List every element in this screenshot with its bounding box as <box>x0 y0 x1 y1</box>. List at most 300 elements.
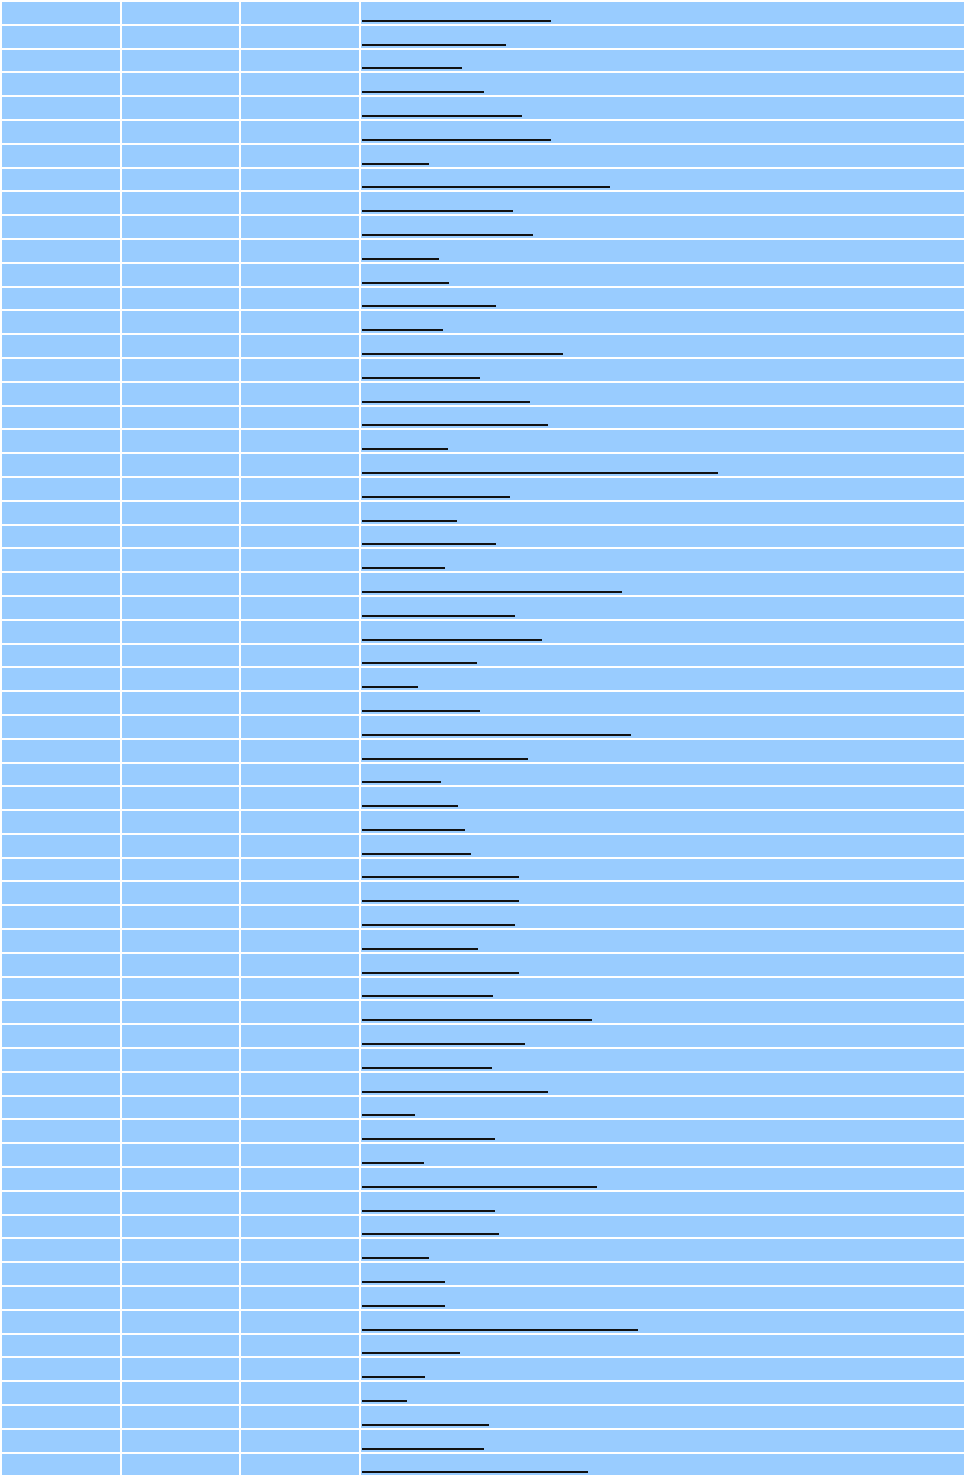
table-cell-c2 <box>122 1287 239 1309</box>
table-cell-link <box>361 573 964 595</box>
table-cell-c1 <box>2 383 120 405</box>
table-cell-c1 <box>2 288 120 310</box>
row-link[interactable] <box>362 853 471 855</box>
table-cell-link <box>361 407 964 429</box>
table-cell-link <box>361 597 964 619</box>
row-link[interactable] <box>362 1376 425 1378</box>
table-cell-c1 <box>2 930 120 952</box>
row-link[interactable] <box>362 781 441 783</box>
table-cell-link <box>361 1311 964 1333</box>
table-cell-c1 <box>2 1073 120 1095</box>
row-link[interactable] <box>362 377 480 379</box>
table-cell-c3 <box>241 526 359 548</box>
table-cell-c3 <box>241 1049 359 1071</box>
row-link[interactable] <box>362 543 496 545</box>
table-cell-link <box>361 1430 964 1452</box>
table-row <box>2 264 964 286</box>
table-cell-c1 <box>2 1263 120 1285</box>
table-cell-link <box>361 1144 964 1166</box>
table-cell-c3 <box>241 1120 359 1142</box>
table-row <box>2 478 964 500</box>
table-cell-c2 <box>122 1144 239 1166</box>
row-link[interactable] <box>362 44 506 46</box>
table-cell-link <box>361 1001 964 1023</box>
table-cell-c3 <box>241 1216 359 1238</box>
row-link[interactable] <box>362 900 519 902</box>
table-cell-c3 <box>241 288 359 310</box>
table-row <box>2 787 964 809</box>
row-link[interactable] <box>362 948 478 950</box>
table-row <box>2 192 964 214</box>
table-cell-c2 <box>122 1216 239 1238</box>
table-cell-link <box>361 859 964 881</box>
table-cell-c3 <box>241 930 359 952</box>
table-cell-c3 <box>241 121 359 143</box>
row-link[interactable] <box>362 91 484 93</box>
table-cell-c2 <box>122 1406 239 1428</box>
table-cell-c3 <box>241 454 359 476</box>
table-cell-link <box>361 1097 964 1119</box>
table-row <box>2 288 964 310</box>
row-link[interactable] <box>362 615 515 617</box>
table-row <box>2 1001 964 1023</box>
table-cell-c2 <box>122 597 239 619</box>
table-cell-c3 <box>241 1382 359 1404</box>
table-cell-c3 <box>241 1454 359 1476</box>
table-cell-c2 <box>122 1358 239 1380</box>
table-cell-c1 <box>2 978 120 1000</box>
table-cell-c1 <box>2 264 120 286</box>
table-cell-c1 <box>2 430 120 452</box>
row-link[interactable] <box>362 1471 588 1473</box>
table-cell-link <box>361 1263 964 1285</box>
table-cell-link <box>361 169 964 191</box>
table-cell-c3 <box>241 73 359 95</box>
row-link[interactable] <box>362 115 522 117</box>
table-cell-c3 <box>241 1097 359 1119</box>
table-cell-c2 <box>122 1382 239 1404</box>
table-cell-link <box>361 335 964 357</box>
table-row <box>2 930 964 952</box>
table-cell-c1 <box>2 573 120 595</box>
table-cell-c3 <box>241 835 359 857</box>
row-link[interactable] <box>362 662 477 664</box>
table-cell-c2 <box>122 526 239 548</box>
table-cell-c1 <box>2 740 120 762</box>
table-cell-c1 <box>2 1025 120 1047</box>
table-cell-c2 <box>122 383 239 405</box>
table-row <box>2 573 964 595</box>
table-cell-c1 <box>2 311 120 333</box>
table-cell-c1 <box>2 1382 120 1404</box>
table-cell-c2 <box>122 1001 239 1023</box>
table-row <box>2 1406 964 1428</box>
table-cell-c1 <box>2 1097 120 1119</box>
row-link[interactable] <box>362 1067 492 1069</box>
table-cell-c3 <box>241 811 359 833</box>
table-cell-link <box>361 716 964 738</box>
row-link[interactable] <box>362 805 458 807</box>
table-cell-link <box>361 264 964 286</box>
row-link[interactable] <box>362 234 533 236</box>
row-link[interactable] <box>362 995 493 997</box>
table-cell-c2 <box>122 906 239 928</box>
table-row <box>2 1073 964 1095</box>
table-row <box>2 1311 964 1333</box>
table-cell-c3 <box>241 1430 359 1452</box>
table-cell-c2 <box>122 1025 239 1047</box>
table-row <box>2 454 964 476</box>
row-link[interactable] <box>362 1448 484 1450</box>
table-cell-c3 <box>241 2 359 24</box>
table-cell-link <box>361 121 964 143</box>
table-cell-c2 <box>122 240 239 262</box>
table-cell-c2 <box>122 192 239 214</box>
table-cell-link <box>361 1120 964 1142</box>
table-cell-link <box>361 1406 964 1428</box>
row-link[interactable] <box>362 1281 445 1283</box>
row-link[interactable] <box>362 1210 495 1212</box>
row-link[interactable] <box>362 1424 489 1426</box>
table-row <box>2 764 964 786</box>
table-cell-c3 <box>241 50 359 72</box>
table-cell-c1 <box>2 549 120 571</box>
table-cell-c3 <box>241 145 359 167</box>
table-cell-c2 <box>122 502 239 524</box>
table-cell-c3 <box>241 573 359 595</box>
table-cell-link <box>361 1168 964 1190</box>
table-cell-c3 <box>241 1025 359 1047</box>
row-link[interactable] <box>362 1043 525 1045</box>
table-cell-c1 <box>2 1239 120 1261</box>
table-cell-c3 <box>241 882 359 904</box>
table-cell-link <box>361 73 964 95</box>
table-cell-c3 <box>241 407 359 429</box>
table-row <box>2 692 964 714</box>
table-cell-link <box>361 1335 964 1357</box>
row-link[interactable] <box>362 876 519 878</box>
table-cell-c2 <box>122 454 239 476</box>
table-cell-c2 <box>122 811 239 833</box>
table-cell-c3 <box>241 906 359 928</box>
row-link[interactable] <box>362 67 462 69</box>
table-cell-c3 <box>241 597 359 619</box>
row-link[interactable] <box>362 424 548 426</box>
table-cell-link <box>361 1239 964 1261</box>
table-row <box>2 1430 964 1452</box>
table-row <box>2 1263 964 1285</box>
table-cell-c1 <box>2 1001 120 1023</box>
table-cell-c1 <box>2 954 120 976</box>
table-cell-c1 <box>2 526 120 548</box>
table-cell-c2 <box>122 169 239 191</box>
row-link[interactable] <box>362 686 418 688</box>
table-cell-c2 <box>122 73 239 95</box>
table-row <box>2 240 964 262</box>
table-cell-c1 <box>2 811 120 833</box>
table-cell-c1 <box>2 26 120 48</box>
row-link[interactable] <box>362 139 551 141</box>
table-cell-c1 <box>2 645 120 667</box>
table-cell-c2 <box>122 288 239 310</box>
table-cell-link <box>361 192 964 214</box>
table-row <box>2 526 964 548</box>
table-row <box>2 502 964 524</box>
table-cell-c2 <box>122 1097 239 1119</box>
row-link[interactable] <box>362 591 622 593</box>
table-cell-c3 <box>241 216 359 238</box>
table-cell-c3 <box>241 169 359 191</box>
table-cell-c3 <box>241 478 359 500</box>
table-cell-c2 <box>122 311 239 333</box>
table-cell-c1 <box>2 1168 120 1190</box>
table-cell-c3 <box>241 1287 359 1309</box>
table-cell-link <box>361 1454 964 1476</box>
table-cell-link <box>361 1049 964 1071</box>
row-link[interactable] <box>362 401 530 403</box>
table-cell-c1 <box>2 1358 120 1380</box>
table-cell-link <box>361 787 964 809</box>
table-body <box>2 2 964 1475</box>
row-link[interactable] <box>362 1114 415 1116</box>
table-row <box>2 1382 964 1404</box>
row-link[interactable] <box>362 829 465 831</box>
table-cell-c2 <box>122 478 239 500</box>
table-cell-c2 <box>122 1430 239 1452</box>
table-cell-c1 <box>2 478 120 500</box>
table-cell-link <box>361 311 964 333</box>
row-link[interactable] <box>362 210 513 212</box>
row-link[interactable] <box>362 20 551 22</box>
table-cell-c2 <box>122 359 239 381</box>
table-cell-c2 <box>122 121 239 143</box>
table-row <box>2 621 964 643</box>
table-cell-link <box>361 288 964 310</box>
table-cell-link <box>361 1192 964 1214</box>
row-link[interactable] <box>362 353 563 355</box>
table-cell-c3 <box>241 740 359 762</box>
table-cell-c1 <box>2 407 120 429</box>
table-cell-c2 <box>122 978 239 1000</box>
table-cell-c3 <box>241 1311 359 1333</box>
table-cell-c3 <box>241 1263 359 1285</box>
row-link[interactable] <box>362 1138 495 1140</box>
table-row <box>2 73 964 95</box>
table-row <box>2 716 964 738</box>
table-row <box>2 835 964 857</box>
row-link[interactable] <box>362 1400 407 1402</box>
table-cell-c1 <box>2 169 120 191</box>
table-cell-c1 <box>2 1287 120 1309</box>
table-row <box>2 430 964 452</box>
table-row <box>2 1287 964 1309</box>
table-cell-c3 <box>241 1358 359 1380</box>
table-cell-c3 <box>241 1073 359 1095</box>
row-link[interactable] <box>362 1091 548 1093</box>
table-cell-c1 <box>2 882 120 904</box>
table-cell-c1 <box>2 145 120 167</box>
table-cell-c1 <box>2 454 120 476</box>
table-row <box>2 1144 964 1166</box>
table-cell-link <box>361 645 964 667</box>
table-row <box>2 668 964 690</box>
table-cell-c3 <box>241 764 359 786</box>
table-row <box>2 740 964 762</box>
table-cell-c1 <box>2 716 120 738</box>
table-cell-c3 <box>241 1144 359 1166</box>
table-cell-c2 <box>122 1049 239 1071</box>
table-row <box>2 1335 964 1357</box>
table-cell-c3 <box>241 264 359 286</box>
table-row <box>2 978 964 1000</box>
table-cell-c1 <box>2 597 120 619</box>
table-cell-c3 <box>241 192 359 214</box>
table-cell-link <box>361 478 964 500</box>
table-cell-link <box>361 454 964 476</box>
table-row <box>2 169 964 191</box>
table-cell-link <box>361 216 964 238</box>
table-cell-c2 <box>122 740 239 762</box>
row-link[interactable] <box>362 1162 424 1164</box>
row-link[interactable] <box>362 710 480 712</box>
table-cell-link <box>361 1358 964 1380</box>
row-link[interactable] <box>362 1257 429 1259</box>
table-cell-link <box>361 835 964 857</box>
row-link[interactable] <box>362 758 528 760</box>
table-cell-c2 <box>122 50 239 72</box>
table-row <box>2 407 964 429</box>
table-cell-c3 <box>241 1168 359 1190</box>
table-cell-link <box>361 526 964 548</box>
row-link[interactable] <box>362 1186 597 1188</box>
row-link[interactable] <box>362 305 496 307</box>
table-cell-c3 <box>241 97 359 119</box>
table-cell-c1 <box>2 50 120 72</box>
row-link[interactable] <box>362 258 439 260</box>
table-cell-c2 <box>122 1454 239 1476</box>
table-cell-c3 <box>241 1335 359 1357</box>
table-cell-c3 <box>241 1192 359 1214</box>
table-cell-c1 <box>2 668 120 690</box>
row-link[interactable] <box>362 186 610 188</box>
table-cell-c3 <box>241 311 359 333</box>
row-link[interactable] <box>362 163 429 165</box>
table-cell-c3 <box>241 621 359 643</box>
row-link[interactable] <box>362 1233 499 1235</box>
table-cell-c2 <box>122 264 239 286</box>
table-cell-c1 <box>2 1144 120 1166</box>
table-cell-c1 <box>2 240 120 262</box>
table-cell-c3 <box>241 645 359 667</box>
table-cell-link <box>361 978 964 1000</box>
table-cell-c1 <box>2 859 120 881</box>
table-cell-c1 <box>2 692 120 714</box>
table-cell-c2 <box>122 835 239 857</box>
table-row <box>2 645 964 667</box>
table-cell-c1 <box>2 2 120 24</box>
row-link[interactable] <box>362 1305 445 1307</box>
table-cell-c3 <box>241 859 359 881</box>
table-cell-c2 <box>122 954 239 976</box>
table-cell-link <box>361 668 964 690</box>
table-cell-link <box>361 1216 964 1238</box>
row-link[interactable] <box>362 639 542 641</box>
table-row <box>2 1239 964 1261</box>
row-link[interactable] <box>362 448 448 450</box>
table-cell-c2 <box>122 1311 239 1333</box>
table-cell-c2 <box>122 1120 239 1142</box>
table-row <box>2 597 964 619</box>
row-link[interactable] <box>362 1329 638 1331</box>
table-row <box>2 383 964 405</box>
row-link[interactable] <box>362 282 449 284</box>
table-row <box>2 97 964 119</box>
table-cell-c2 <box>122 1239 239 1261</box>
table-cell-c2 <box>122 573 239 595</box>
table-cell-c3 <box>241 954 359 976</box>
table-cell-link <box>361 1382 964 1404</box>
table-cell-link <box>361 502 964 524</box>
row-link[interactable] <box>362 520 457 522</box>
table-cell-c2 <box>122 1263 239 1285</box>
table-cell-c1 <box>2 1049 120 1071</box>
table-cell-link <box>361 764 964 786</box>
table-cell-c1 <box>2 906 120 928</box>
table-row <box>2 311 964 333</box>
table-row <box>2 1025 964 1047</box>
table-cell-link <box>361 1287 964 1309</box>
table-cell-c1 <box>2 1430 120 1452</box>
table-cell-c2 <box>122 930 239 952</box>
table-cell-c2 <box>122 97 239 119</box>
table-row <box>2 906 964 928</box>
table-cell-c1 <box>2 121 120 143</box>
row-link[interactable] <box>362 924 515 926</box>
row-link[interactable] <box>362 329 443 331</box>
table-row <box>2 335 964 357</box>
row-link[interactable] <box>362 472 718 474</box>
table-cell-c1 <box>2 787 120 809</box>
table-cell-c1 <box>2 764 120 786</box>
table-row <box>2 26 964 48</box>
table-row <box>2 859 964 881</box>
table-cell-c2 <box>122 216 239 238</box>
table-cell-c1 <box>2 1311 120 1333</box>
row-link[interactable] <box>362 972 519 974</box>
row-link[interactable] <box>362 1352 460 1354</box>
table-cell-c1 <box>2 192 120 214</box>
table-row <box>2 1097 964 1119</box>
row-link[interactable] <box>362 734 631 736</box>
row-link[interactable] <box>362 567 445 569</box>
table-row <box>2 359 964 381</box>
table-cell-c2 <box>122 1192 239 1214</box>
table-cell-c2 <box>122 2 239 24</box>
table-cell-link <box>361 1025 964 1047</box>
row-link[interactable] <box>362 1019 592 1021</box>
table-cell-c2 <box>122 692 239 714</box>
table-row <box>2 954 964 976</box>
table-row <box>2 50 964 72</box>
table-cell-c3 <box>241 1406 359 1428</box>
table-cell-link <box>361 954 964 976</box>
table-cell-c3 <box>241 692 359 714</box>
table-cell-c1 <box>2 502 120 524</box>
table-cell-c2 <box>122 407 239 429</box>
row-link[interactable] <box>362 496 510 498</box>
table-row <box>2 1120 964 1142</box>
table-cell-c3 <box>241 240 359 262</box>
